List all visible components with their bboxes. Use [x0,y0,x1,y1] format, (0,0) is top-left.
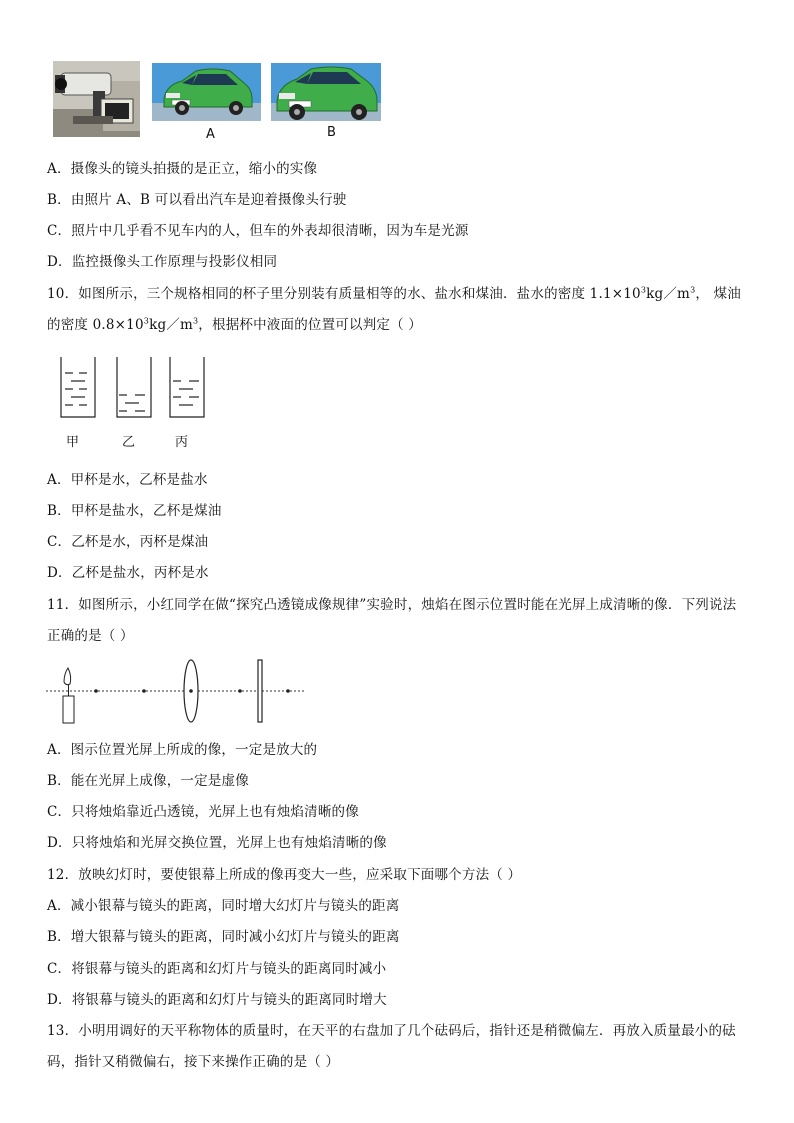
exponent: 3 [193,316,199,326]
exponent: 3 [143,316,150,326]
camera-photo [53,61,140,137]
q13-stem-line2: 码，指针又稍微偏右，接下来操作正确的是（ ） [47,1054,340,1070]
q11-option-d: D．只将烛焰和光屏交换位置，光屏上也有烛焰清晰的像 [47,835,387,851]
cup-label-yi: 乙 [122,435,136,450]
q10-option-d: D．乙杯是盐水，丙杯是水 [47,565,209,581]
q12-option-b: B．增大银幕与镜头的距离，同时减小幻灯片与镜头的距离 [47,929,400,945]
q10-stem-text: ， 煤油 [695,286,741,302]
q10-option-c: C．乙杯是水，丙杯是煤油 [47,534,209,550]
candle [63,668,74,723]
q11-option-b: B．能在光屏上成像，一定是虚像 [47,773,249,789]
q13-stem-line1: 13．小明用调好的天平称物体的质量时，在天平的右盘加了几个砝码后，指针还是稍微偏左．再放入质量最小的砝 [47,1023,736,1039]
cup-bing [170,357,204,417]
q11-stem-line2: 正确的是（ ） [47,628,134,644]
q10-stem-text: ，根据杯中液面的位置可以判定（ ） [198,317,422,333]
exponent: 3 [690,285,696,295]
q12-stem: 12．放映幻灯时，要使银幕上所成的像再变大一些，应采取下面哪个方法（ ） [47,867,522,883]
unit-text: kg／m [149,317,193,333]
q9-option-a: A．摄像头的镜头拍摄的是正立，缩小的实像 [47,161,318,177]
light-screen [258,660,262,722]
q9-option-d: D．监控摄像头工作原理与投影仪相同 [47,254,278,270]
optical-bench-diagram [44,656,306,726]
cup-label-bing: 丙 [175,435,189,450]
exponent: 3 [640,285,647,295]
photo-b-label: B [327,125,336,140]
q12-option-c: C．将银幕与镜头的距离和幻灯片与镜头的距离同时减小 [47,961,387,977]
q11-stem-line1: 11．如图所示，小红同学在做“探究凸透镜成像规律”实验时，烛焰在图示位置时能在光屏上成清晰的像．下列说法 [47,597,737,613]
q10-stem-text: 的密度 0.8×10 [47,317,144,333]
q12-option-a: A．减小银幕与镜头的距离，同时增大幻灯片与镜头的距离 [47,898,400,914]
car-photo-b [271,63,381,121]
q9-option-c: C．照片中几乎看不见车内的人，但车的外表却很清晰，因为车是光源 [47,223,469,239]
cups-diagram [55,355,215,421]
cup-yi [117,357,151,417]
cup-jia [61,357,95,417]
q11-option-c: C．只将烛焰靠近凸透镜，光屏上也有烛焰清晰的像 [47,804,359,820]
q11-option-a: A．图示位置光屏上所成的像，一定是放大的 [47,742,318,758]
q9-option-b: B．由照片 A、B 可以看出汽车是迎着摄像头行驶 [47,192,347,208]
q10-stem-line2 [47,316,422,334]
unit-text: kg／m [646,286,691,302]
q10-stem-line1 [47,285,741,303]
q10-option-b: B．甲杯是盐水，乙杯是煤油 [47,503,222,519]
q12-option-d: D．将银幕与镜头的距离和幻灯片与镜头的距离同时增大 [47,992,387,1008]
cup-label-jia: 甲 [66,435,80,450]
q10-stem-text: 10．如图所示，三个规格相同的杯子里分别装有质量相等的水、盐水和煤油．盐水的密度 1.1×10 [47,286,641,302]
photo-a-label: A [206,127,215,142]
car-photo-a [152,63,261,121]
q10-option-a: A．甲杯是水，乙杯是盐水 [47,472,208,488]
